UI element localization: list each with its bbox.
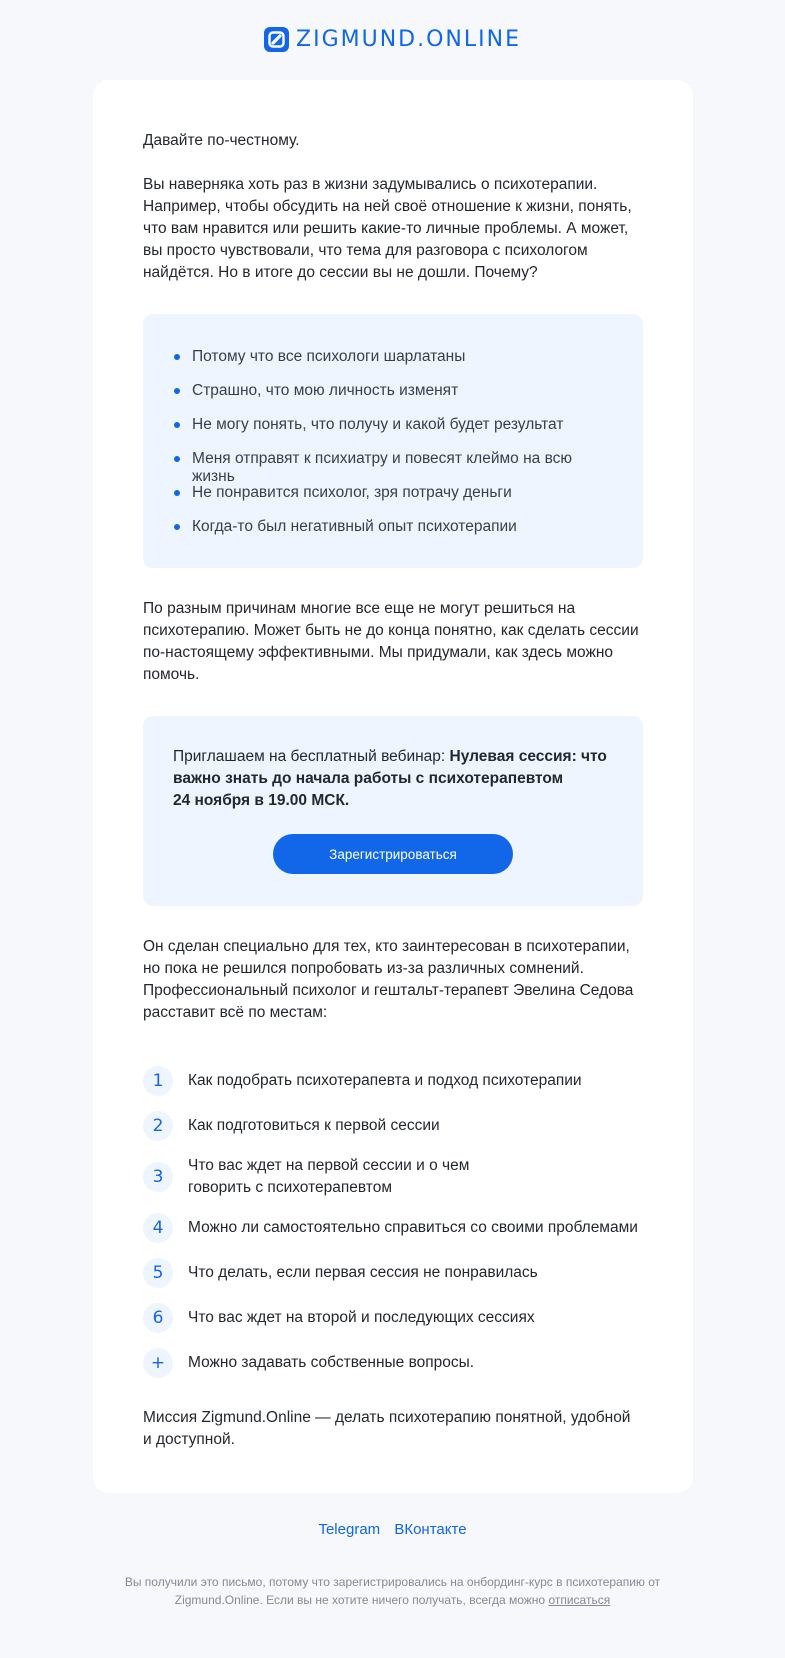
email-content	[143, 130, 643, 1451]
unsubscribe-link[interactable]: отписаться	[548, 1593, 611, 1607]
bullet-icon	[174, 422, 180, 428]
topic-number: 2	[143, 1111, 173, 1141]
header	[0, 0, 785, 80]
reason-text: Не понравится психолог, зря потрачу деньги	[192, 484, 512, 501]
vk-link[interactable]: ВКонтакте	[394, 1521, 467, 1538]
topics-list	[143, 1058, 643, 1385]
invite-prefix: Приглашаем на бесплатный вебинар:	[173, 748, 450, 765]
reason-text: Меня отправят к психиатру и повесят клеймо на всю жизнь	[192, 450, 573, 485]
webinar-invite-box	[143, 716, 643, 906]
topic-text: Что вас ждет на первой сессии и о чем говорить с психотерапевтом	[188, 1156, 470, 1196]
invite-text	[173, 746, 613, 812]
bullet-icon	[174, 388, 180, 394]
list-item	[143, 1148, 643, 1205]
bullet-icon	[174, 490, 180, 496]
topic-number: 6	[143, 1303, 173, 1333]
list-item	[173, 514, 613, 548]
webinar-title: Нулевая сессия: что важно знать до начала работы с психотерапевтом	[173, 748, 607, 787]
topic-number: 4	[143, 1213, 173, 1243]
legal-text: Вы получили это письмо, потому что зарегистрировались на онбординг-курс в психотерапию от Zigmund.Online. Если вы не хотите ничего получать, всегда можно	[124, 1575, 661, 1607]
topic-number: 5	[143, 1258, 173, 1288]
list-item	[143, 1340, 643, 1385]
topic-text: Что вас ждет на второй и последующих сессиях	[188, 1308, 535, 1326]
topic-number: +	[143, 1348, 173, 1378]
brand-name: ZIGMUND.ONLINE	[296, 26, 521, 52]
register-button[interactable]: Зарегистрироваться	[273, 834, 513, 874]
reason-text: Не могу понять, что получу и какой будет результат	[192, 416, 564, 433]
list-item	[173, 344, 613, 378]
greeting: Давайте по-честному.	[143, 132, 300, 149]
list-item	[173, 412, 613, 446]
social-links	[0, 1521, 785, 1538]
list-item	[143, 1058, 643, 1103]
list-item	[143, 1205, 643, 1250]
brand-logo[interactable]	[264, 27, 521, 52]
mission-paragraph: Миссия Zigmund.Online — делать психотерапию понятной, удобной и доступной.	[143, 1409, 631, 1448]
bullet-icon	[174, 524, 180, 530]
topic-text: Что делать, если первая сессия не понравилась	[188, 1263, 538, 1281]
list-item	[143, 1103, 643, 1148]
bullet-icon	[174, 456, 180, 462]
topic-text: Как подобрать психотерапевта и подход психотерапии	[188, 1071, 582, 1089]
reasons-list	[173, 344, 613, 548]
middle-paragraph: По разным причинам многие все еще не могут решиться на психотерапию. Может быть не до конца понятно, как сделать сессии по-настоящему эффективными. Мы придумали, как здесь можно помочь.	[143, 600, 639, 683]
list-item	[173, 378, 613, 412]
telegram-link[interactable]: Telegram	[318, 1521, 381, 1538]
topic-text: Можно ли самостоятельно справиться со своими проблемами	[188, 1218, 638, 1236]
topic-number: 3	[143, 1162, 173, 1192]
topic-text: Можно задавать собственные вопросы.	[188, 1353, 475, 1371]
about-paragraph: Он сделан специально для тех, кто заинтересован в психотерапии, но пока не решился попробовать из-за различных сомнений. Профессиональный психолог и гештальт-терапевт Эвелина Седова расставит всё по местам:	[143, 938, 634, 1021]
email-card	[93, 80, 693, 1493]
topic-number: 1	[143, 1066, 173, 1096]
intro-paragraph: Вы наверняка хоть раз в жизни задумывались о психотерапии. Например, чтобы обсудить на ней своё отношение к жизни, понять, что вам нравится или решить какие-то личные проблемы. А может, вы просто чувствовали, что тема для разговора с психологом найдётся. Но в итоге до сессии вы не дошли. Почему?	[143, 176, 632, 281]
list-item	[143, 1250, 643, 1295]
legal-notice	[110, 1573, 675, 1609]
bullet-icon	[174, 354, 180, 360]
reason-text: Потому что все психологи шарлатаны	[192, 348, 466, 365]
logo-mark-icon	[264, 27, 289, 52]
reason-text: Страшно, что мою личность изменят	[192, 382, 459, 399]
list-item	[173, 446, 613, 485]
list-item	[143, 1295, 643, 1340]
reasons-box	[143, 314, 643, 568]
topic-text: Как подготовиться к первой сессии	[188, 1116, 440, 1134]
reason-text: Когда-то был негативный опыт психотерапии	[192, 518, 517, 535]
webinar-date: 24 ноября в 19.00 МСК.	[173, 792, 350, 809]
